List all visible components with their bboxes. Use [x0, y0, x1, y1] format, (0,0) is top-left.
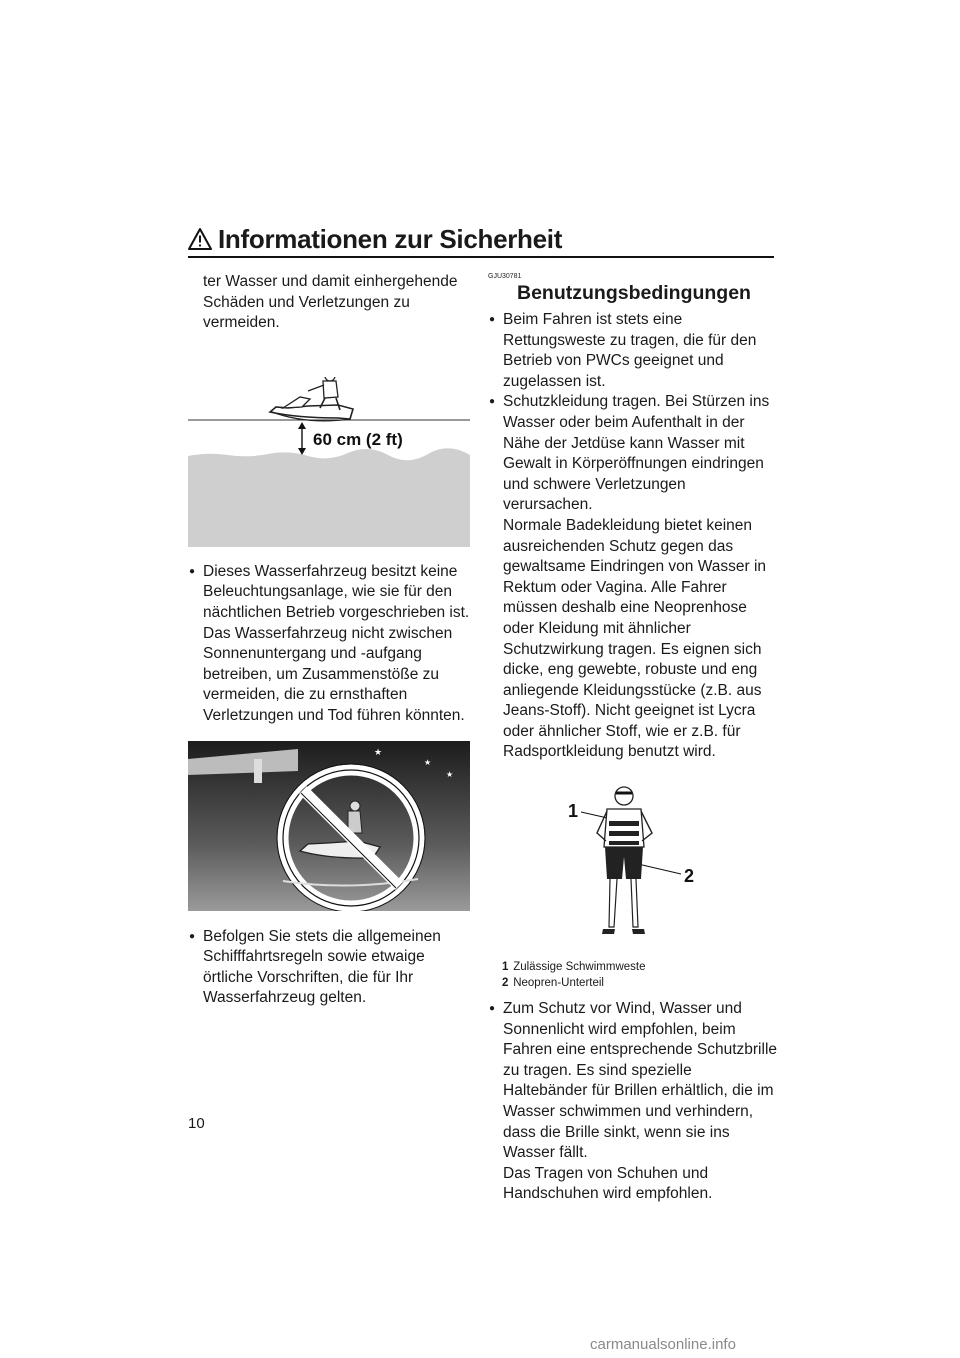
- svg-text:★: ★: [424, 757, 432, 767]
- left-column: [188, 272, 473, 1009]
- section-title: Benutzungsbedingungen: [517, 282, 751, 304]
- list-item: ● Zum Schutz vor Wind, Wasser und Sonnenlicht wird empfohlen, beim Fahren eine entsprechende Schutzbrille zu tragen. Es sind spezielle Haltebänder für Brillen erhältlich, die im Wasser schwimmen und verhindern, dass die Brille sinkt, wenn sie ins Wasser fällt. Das Tragen von Schuhen und Handschuhen wird empfohlen.: [488, 999, 778, 1205]
- continuation-text: ter Wasser und damit einhergehende Schäden und Verletzungen zu vermeiden.: [203, 273, 458, 332]
- list-item: ● Dieses Wasserfahrzeug besitzt keine Beleuchtungsanlage, wie sie für den nächtlichen Betrieb vorgeschrieben ist. Das Wasserfahrzeug nicht zwischen Sonnenuntergang und -aufgang betreiben, um Zusammenstöße zu vermeiden, die zu ernsthaften Verletzungen und Tod führen könnten.: [188, 562, 473, 727]
- warning-triangle-icon: [188, 227, 212, 251]
- list-item: ● Beim Fahren ist stets eine Rettungsweste zu tragen, die für den Betrieb von PWCs geeignet und zugelassen ist.: [488, 310, 778, 392]
- page-header: [188, 224, 774, 258]
- list-item: ● Schutzkleidung tragen. Bei Stürzen ins Wasser oder beim Aufenthalt in der Nähe der Jetdüse kann Wasser mit Gewalt in Körperöffnungen eindringen und schwere Verletzungen verursachen. Normale Badekleidung bietet keinen ausreichenden Schutz gegen das gewaltsame Eindringen von Wasser in Rektum oder Vagina. Alle Fahrer müssen deshalb eine Neoprenhose oder Kleidung mit ähnlicher Schutzwirkung tragen. Es eignen sich dicke, eng gewebte, robuste und eng anliegende Kleidungsstücke (z.B. aus Jeans-Stoff). Nicht geeignet ist Lycra oder ähnlicher Stoff, wie er z.B. für Radsportkleidung benutzt wird.: [488, 392, 778, 763]
- left-bullet-list-2: [188, 927, 473, 1009]
- page-number: 10: [188, 1115, 205, 1132]
- right-bullet-list: [488, 310, 778, 763]
- callout-1: 1: [568, 801, 579, 822]
- svg-text:★: ★: [374, 747, 383, 758]
- left-bullet-list: [188, 562, 473, 727]
- right-bullet-list-2: [488, 999, 778, 1205]
- jetski-clearance-illustration: [188, 377, 470, 547]
- list-item: ● Befolgen Sie stets die allgemeinen Schifffahrtsregeln sowie etwaige örtliche Vorschriften, die für Ihr Wasserfahrzeug gelten.: [188, 927, 473, 1009]
- caption-item: 2 Neopren-Unterteil: [502, 977, 604, 990]
- life-jacket-illustration: [488, 777, 778, 953]
- page-title: Informationen zur Sicherheit: [218, 224, 563, 254]
- caption-item: 1 Zulässige Schwimmweste: [502, 961, 646, 974]
- clearance-label: 60 cm (2 ft): [313, 429, 403, 449]
- section-code: GJU30781: [488, 273, 522, 280]
- svg-text:★: ★: [446, 769, 454, 779]
- no-night-riding-illustration: [188, 741, 470, 911]
- callout-2: 2: [684, 866, 695, 887]
- right-column: [488, 273, 778, 1205]
- figure-captions: [502, 959, 778, 991]
- watermark: carmanualsonline.info: [590, 1336, 736, 1353]
